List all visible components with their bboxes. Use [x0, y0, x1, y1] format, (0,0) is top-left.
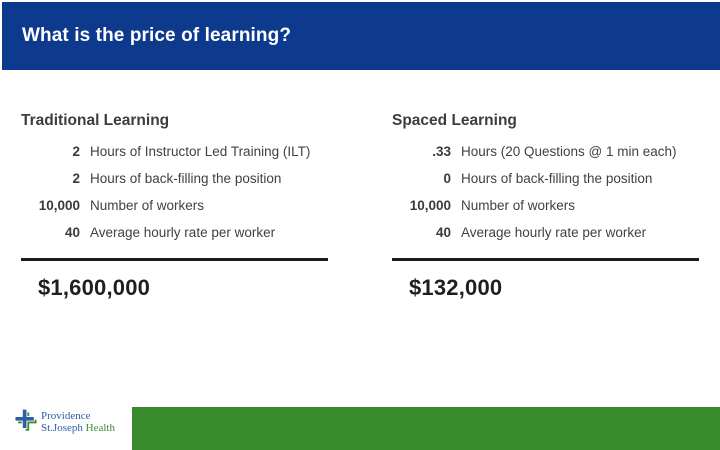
- column-heading-traditional: Traditional Learning: [21, 112, 170, 129]
- cost-value: 2: [72, 144, 80, 159]
- total-divider: [392, 258, 699, 261]
- cost-value: 2: [72, 171, 80, 186]
- cross-icon: [15, 409, 37, 435]
- total-amount-spaced: $132,000: [409, 275, 503, 300]
- total-divider: [21, 258, 328, 261]
- footer-green-bar: [132, 407, 720, 450]
- cost-row: [392, 198, 699, 225]
- psjh-logo-text: [41, 410, 115, 434]
- cost-label: Hours of back-filling the position: [461, 171, 653, 186]
- logo-line2-stjoseph: St.Joseph: [41, 422, 83, 434]
- cost-value: .33: [432, 144, 451, 159]
- cost-label: Average hourly rate per worker: [461, 225, 647, 240]
- column-traditional: [21, 112, 328, 301]
- total-amount-traditional: $1,600,000: [38, 275, 151, 300]
- cost-rows-spaced: [392, 144, 699, 252]
- psjh-logo: [15, 409, 115, 435]
- cost-row: [21, 198, 328, 225]
- cost-row: [392, 171, 699, 198]
- cost-row: [21, 171, 328, 198]
- cost-value: 40: [435, 225, 451, 240]
- cost-label: Hours (20 Questions @ 1 min each): [461, 144, 677, 159]
- cost-value: 0: [443, 171, 451, 186]
- cost-rows-traditional: [21, 144, 328, 252]
- cost-label: Hours of back-filling the position: [90, 171, 282, 186]
- cost-row: [21, 144, 328, 171]
- logo-line2-health: Health: [85, 422, 115, 434]
- cost-row: [392, 225, 699, 252]
- cost-value: 10,000: [409, 198, 451, 213]
- column-spaced: [392, 112, 699, 301]
- cost-row: [392, 144, 699, 171]
- cost-label: Number of workers: [90, 198, 205, 213]
- logo-line1: Providence: [41, 410, 91, 422]
- cost-row: [21, 225, 328, 252]
- cost-value: 10,000: [38, 198, 80, 213]
- cost-label: Hours of Instructor Led Training (ILT): [90, 144, 311, 159]
- cost-value: 40: [64, 225, 80, 240]
- slide-title: What is the price of learning?: [22, 25, 292, 46]
- column-heading-spaced: Spaced Learning: [392, 112, 517, 129]
- cost-label: Number of workers: [461, 198, 576, 213]
- slide-title-bar: [2, 2, 720, 70]
- cost-label: Average hourly rate per worker: [90, 225, 276, 240]
